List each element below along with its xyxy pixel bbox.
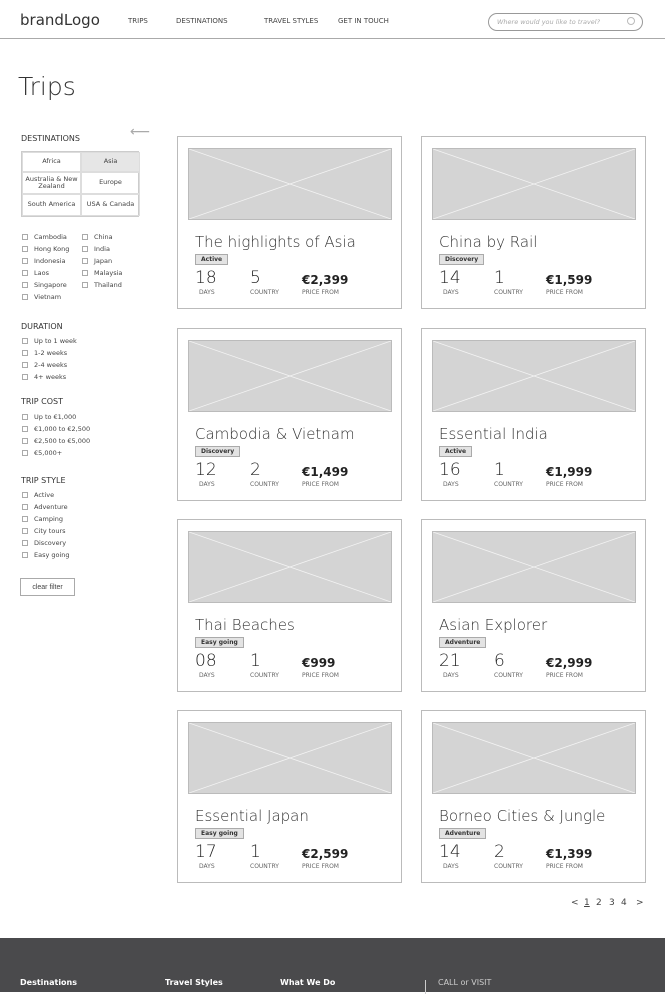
trip-countries: 1 — [250, 842, 261, 862]
trip-title[interactable]: Asian Explorer — [439, 616, 548, 634]
trip-card[interactable] — [421, 136, 646, 309]
trip-price: €2,599 — [302, 847, 349, 861]
trip-days: 14 — [439, 268, 461, 288]
trip-card[interactable] — [177, 519, 402, 692]
footer-what-we-do[interactable]: What We Do — [280, 978, 336, 987]
checkbox-label: Laos — [34, 269, 49, 277]
region-europe[interactable]: Europe — [81, 172, 140, 194]
checkbox-label: 4+ weeks — [34, 373, 67, 381]
checkbox-box[interactable] — [82, 258, 88, 264]
checkbox-countries_left-0[interactable] — [22, 233, 67, 241]
checkbox-box[interactable] — [22, 234, 28, 240]
price-label: PRICE FROM — [546, 672, 583, 679]
days-label: DAYS — [199, 863, 215, 870]
trip-card[interactable] — [421, 519, 646, 692]
checkbox-countries_right-0[interactable] — [82, 233, 113, 241]
price-label: PRICE FROM — [302, 289, 339, 296]
days-label: DAYS — [443, 481, 459, 488]
duration-heading: DURATION — [21, 322, 63, 331]
checkbox-box[interactable] — [22, 552, 28, 558]
checkbox-label: India — [94, 245, 110, 253]
checkbox-style-0[interactable] — [22, 491, 54, 499]
checkbox-countries_left-2[interactable] — [22, 257, 65, 265]
days-label: DAYS — [443, 863, 459, 870]
checkbox-style-2[interactable] — [22, 515, 63, 523]
checkbox-label: Camping — [34, 515, 64, 523]
checkbox-box[interactable] — [22, 426, 28, 432]
checkbox-box[interactable] — [22, 374, 28, 380]
checkbox-box[interactable] — [22, 270, 28, 276]
trip-countries: 1 — [250, 651, 261, 671]
days-label: DAYS — [443, 289, 459, 296]
days-label: DAYS — [199, 481, 215, 488]
trip-days: 14 — [439, 842, 461, 862]
trip-price: €1,499 — [302, 465, 349, 479]
country-label: COUNTRY — [250, 481, 279, 488]
checkbox-label: Up to €1,000 — [34, 413, 77, 421]
trip-countries: 1 — [494, 460, 505, 480]
checkbox-box[interactable] — [22, 504, 28, 510]
checkbox-label: Thailand — [94, 281, 122, 289]
checkbox-box[interactable] — [22, 294, 28, 300]
checkbox-label: Discovery — [34, 539, 67, 547]
pagination-prev[interactable]: < — [571, 898, 579, 908]
checkbox-label: Active — [34, 491, 55, 499]
checkbox-countries_left-5[interactable] — [22, 293, 61, 301]
checkbox-box[interactable] — [82, 234, 88, 240]
checkbox-style-3[interactable] — [22, 527, 66, 535]
trip-price: €1,999 — [546, 465, 593, 479]
checkbox-label: €1,000 to €2,500 — [34, 425, 91, 433]
image-placeholder — [188, 340, 392, 412]
checkbox-box[interactable] — [22, 258, 28, 264]
checkbox-box[interactable] — [22, 528, 28, 534]
checkbox-countries_left-4[interactable] — [22, 281, 67, 289]
trip-title[interactable]: China by Rail — [439, 233, 538, 251]
price-label: PRICE FROM — [546, 289, 583, 296]
image-placeholder — [432, 148, 636, 220]
checkbox-duration-1[interactable] — [22, 349, 67, 357]
trip-card[interactable] — [177, 136, 402, 309]
trip-title[interactable]: Borneo Cities & Jungle — [439, 807, 606, 825]
trip-countries: 5 — [250, 268, 261, 288]
checkbox-label: China — [94, 233, 113, 241]
trip-title[interactable]: Essential Japan — [195, 807, 309, 825]
trip-days: 16 — [439, 460, 461, 480]
checkbox-label: City tours — [34, 527, 66, 535]
brand-logo[interactable]: brandLogo — [20, 11, 100, 29]
country-label: COUNTRY — [494, 289, 523, 296]
checkbox-duration-0[interactable] — [22, 337, 77, 345]
trip-style-badge: Active — [439, 446, 472, 457]
checkbox-label: Up to 1 week — [34, 337, 77, 345]
trip-price: €1,599 — [546, 273, 593, 287]
checkbox-label: Malaysia — [94, 269, 123, 277]
page-3[interactable]: 3 — [609, 898, 615, 908]
checkbox-style-4[interactable] — [22, 539, 66, 547]
country-label: COUNTRY — [250, 863, 279, 870]
checkbox-countries_left-1[interactable] — [22, 245, 69, 253]
pagination-next[interactable]: > — [636, 898, 644, 908]
region-australia-new-zealand[interactable]: Australia & New Zealand — [22, 172, 81, 194]
checkbox-box[interactable] — [22, 246, 28, 252]
checkbox-box[interactable] — [82, 270, 88, 276]
checkbox-cost-0[interactable] — [22, 413, 76, 421]
checkbox-label: €5,000+ — [34, 449, 63, 457]
price-label: PRICE FROM — [302, 481, 339, 488]
trip-title[interactable]: The highlights of Asia — [195, 233, 356, 251]
trip-style-badge: Discovery — [195, 446, 240, 457]
footer-travel-styles[interactable]: Travel Styles — [165, 978, 223, 987]
checkbox-countries_right-2[interactable] — [82, 257, 112, 265]
days-label: DAYS — [199, 289, 215, 296]
checkbox-box[interactable] — [22, 540, 28, 546]
checkbox-label: 1-2 weeks — [34, 349, 68, 357]
checkbox-label: Easy going — [34, 551, 70, 559]
checkbox-box[interactable] — [22, 338, 28, 344]
checkbox-cost-1[interactable] — [22, 425, 90, 433]
trip-title[interactable]: Essential India — [439, 425, 548, 443]
footer — [0, 938, 665, 992]
page-4[interactable]: 4 — [621, 898, 627, 908]
search-icon[interactable] — [627, 17, 635, 25]
region-grid — [21, 151, 139, 217]
trip-title[interactable]: Thai Beaches — [195, 616, 295, 634]
trip-title[interactable]: Cambodia & Vietnam — [195, 425, 355, 443]
page-2[interactable]: 2 — [596, 898, 602, 908]
checkbox-label: Adventure — [34, 503, 68, 511]
trip-style-badge: Discovery — [439, 254, 484, 265]
page-1[interactable]: 1 — [584, 898, 590, 908]
checkbox-box[interactable] — [22, 492, 28, 498]
trip-price: €999 — [302, 656, 336, 670]
checkbox-box[interactable] — [22, 362, 28, 368]
checkbox-box[interactable] — [22, 282, 28, 288]
trip-cost-heading: TRIP COST — [21, 397, 64, 406]
checkbox-countries_right-1[interactable] — [82, 245, 110, 253]
checkbox-duration-3[interactable] — [22, 373, 66, 381]
trip-style-badge: Easy going — [195, 637, 244, 648]
checkbox-box[interactable] — [22, 414, 28, 420]
nav-travel-styles[interactable]: TRAVEL STYLES — [264, 17, 319, 25]
checkbox-countries_left-3[interactable] — [22, 269, 49, 277]
price-label: PRICE FROM — [302, 863, 339, 870]
trip-card[interactable] — [177, 328, 402, 501]
nav-trips[interactable]: TRIPS — [128, 17, 148, 25]
image-placeholder — [432, 722, 636, 794]
trip-countries: 6 — [494, 651, 505, 671]
checkbox-style-5[interactable] — [22, 551, 70, 559]
nav-get-in-touch[interactable]: GET IN TOUCH — [338, 17, 389, 25]
region-usa-canada[interactable]: USA & Canada — [81, 194, 140, 216]
checkbox-cost-3[interactable] — [22, 449, 62, 457]
trip-card[interactable] — [421, 328, 646, 501]
image-placeholder — [432, 531, 636, 603]
country-label: COUNTRY — [250, 672, 279, 679]
search-input[interactable] — [488, 13, 643, 31]
checkbox-box[interactable] — [22, 438, 28, 444]
region-africa[interactable]: Africa — [22, 152, 81, 172]
trip-countries: 1 — [494, 268, 505, 288]
checkbox-label: €2,500 to €5,000 — [34, 437, 91, 445]
image-placeholder — [432, 340, 636, 412]
checkbox-countries_right-3[interactable] — [82, 269, 122, 277]
trip-style-badge: Adventure — [439, 828, 486, 839]
trip-price: €2,399 — [302, 273, 349, 287]
trip-days: 17 — [195, 842, 217, 862]
checkbox-box[interactable] — [22, 516, 28, 522]
trip-card[interactable] — [177, 710, 402, 883]
checkbox-label: Japan — [94, 257, 113, 265]
trip-style-badge: Adventure — [439, 637, 486, 648]
footer-destinations[interactable]: Destinations — [20, 978, 78, 987]
destinations-heading: DESTINATIONS — [21, 134, 80, 143]
checkbox-label: Indonesia — [34, 257, 66, 265]
checkbox-label: Vietnam — [34, 293, 62, 301]
trip-style-badge: Easy going — [195, 828, 244, 839]
country-label: COUNTRY — [250, 289, 279, 296]
country-label: COUNTRY — [494, 481, 523, 488]
region-asia[interactable]: Asia — [81, 152, 140, 172]
page-title: Trips — [18, 72, 76, 101]
days-label: DAYS — [199, 672, 215, 679]
trip-style-badge: Active — [195, 254, 228, 265]
checkbox-label: Singapore — [34, 281, 67, 289]
image-placeholder — [188, 722, 392, 794]
nav-destinations[interactable]: DESTINATIONS — [176, 17, 228, 25]
trip-days: 08 — [195, 651, 217, 671]
search-placeholder: Where would you like to travel? — [497, 18, 601, 26]
checkbox-duration-2[interactable] — [22, 361, 67, 369]
checkbox-label: Hong Kong — [34, 245, 70, 253]
clear-filter-button[interactable]: clear filter — [20, 578, 75, 596]
trip-card[interactable] — [421, 710, 646, 883]
trip-price: €2,999 — [546, 656, 593, 670]
checkbox-box[interactable] — [82, 246, 88, 252]
trip-days: 12 — [195, 460, 217, 480]
image-placeholder — [188, 531, 392, 603]
checkbox-style-1[interactable] — [22, 503, 68, 511]
country-label: COUNTRY — [494, 672, 523, 679]
checkbox-cost-2[interactable] — [22, 437, 90, 445]
checkbox-box[interactable] — [82, 282, 88, 288]
top-nav — [0, 0, 665, 39]
checkbox-label: 2-4 weeks — [34, 361, 68, 369]
checkbox-label: Cambodia — [34, 233, 67, 241]
checkbox-box[interactable] — [22, 450, 28, 456]
trip-days: 21 — [439, 651, 461, 671]
price-label: PRICE FROM — [546, 481, 583, 488]
price-label: PRICE FROM — [302, 672, 339, 679]
footer-call: CALL or VISIT — [438, 978, 492, 987]
trip-style-heading: TRIP STYLE — [21, 476, 66, 485]
arrow-left-icon[interactable]: ⟵ — [130, 124, 151, 140]
days-label: DAYS — [443, 672, 459, 679]
country-label: COUNTRY — [494, 863, 523, 870]
trip-countries: 2 — [494, 842, 505, 862]
trip-days: 18 — [195, 268, 217, 288]
region-south-america[interactable]: South America — [22, 194, 81, 216]
checkbox-box[interactable] — [22, 350, 28, 356]
trip-price: €1,399 — [546, 847, 593, 861]
image-placeholder — [188, 148, 392, 220]
price-label: PRICE FROM — [546, 863, 583, 870]
checkbox-countries_right-4[interactable] — [82, 281, 122, 289]
trip-countries: 2 — [250, 460, 261, 480]
